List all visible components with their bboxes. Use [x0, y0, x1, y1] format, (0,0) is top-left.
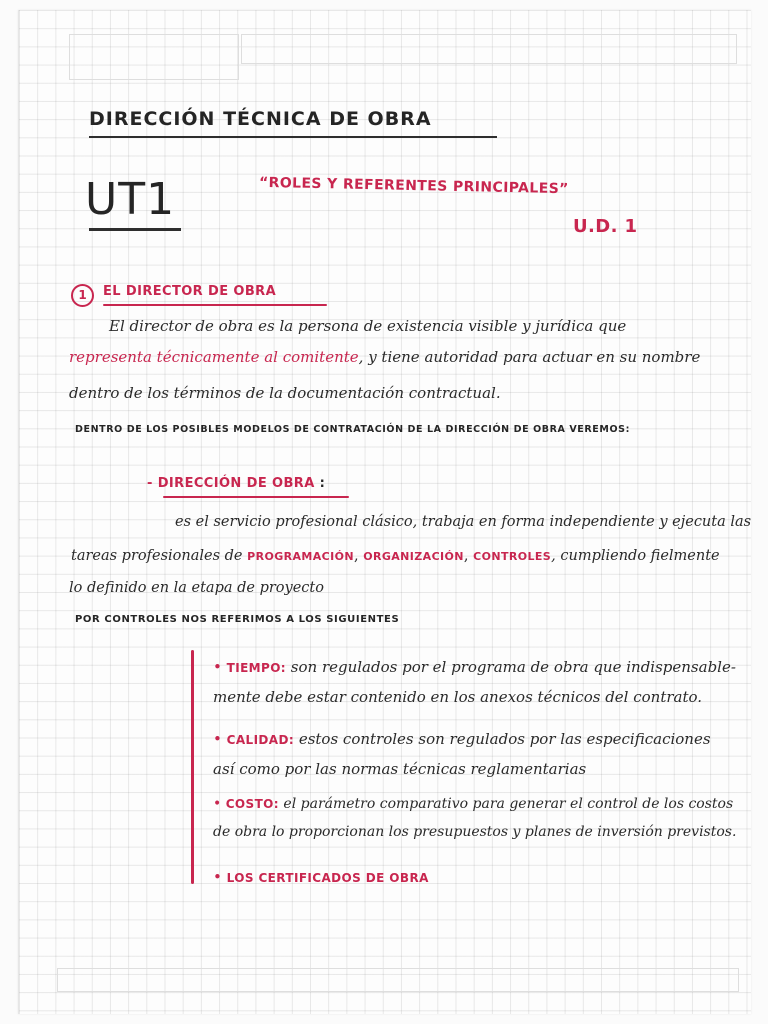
text: tareas profesionales de: [71, 548, 243, 564]
control-item-tiempo: [213, 658, 736, 706]
paragraph-1-line-3: [69, 384, 501, 402]
control-item-costo: [213, 796, 736, 840]
direccion-heading-text: DIRECCIÓN DE OBRA: [157, 476, 315, 491]
controls-margin-bar: [191, 650, 194, 884]
control-term: COSTO:: [225, 797, 279, 811]
dash: -: [147, 476, 158, 491]
direccion-heading-underline: [163, 496, 349, 498]
ud-label: U.D. 1: [573, 216, 638, 237]
bullet-dot: •: [213, 796, 226, 812]
models-intro: DENTRO DE LOS POSIBLES MODELOS DE CONTRATACIÓN DE LA DIRECCIÓN DE OBRA VEREMOS:: [75, 424, 630, 435]
paragraph-1-line-1: [109, 317, 626, 335]
section-number-badge: [71, 284, 94, 307]
unit-subtitle: “ROLES Y REFERENTES PRINCIPALES”: [258, 174, 569, 198]
direccion-line-3: lo definido en la etapa de proyecto: [69, 580, 324, 596]
unit-code: UT1: [85, 174, 176, 225]
control-line-2: así como por las normas técnicas reglamentarias: [213, 760, 587, 778]
control-line-1: [213, 796, 736, 812]
control-term: TIEMPO:: [226, 661, 287, 675]
control-item-certificados: [213, 868, 429, 886]
kw-organizacion: ORGANIZACIÓN: [363, 550, 464, 563]
kw-controles: CONTROLES: [473, 550, 552, 563]
bullet-dot: •: [213, 868, 227, 886]
course-title-underline: [89, 136, 497, 138]
bullet-dot: •: [213, 658, 227, 676]
section-heading-underline: [103, 304, 327, 306]
highlight-comitente: representa técnicamente al comitente: [69, 348, 359, 366]
control-text: el parámetro comparativo para generar el control de los costos: [283, 796, 734, 812]
text: , cumpliendo fielmente: [551, 548, 720, 564]
section-number: 1: [78, 288, 87, 302]
control-line-1: [213, 730, 711, 748]
unit-code-underline: [89, 228, 181, 231]
direccion-line-1: es el servicio profesional clásico, trabaja en forma independiente y ejecuta las: [175, 514, 752, 530]
paragraph-1-line-2: [69, 348, 700, 366]
text: dentro de los términos de la documentación contractual.: [69, 384, 501, 402]
control-line-1: [213, 868, 429, 886]
control-term: CALIDAD:: [226, 733, 295, 747]
control-text: son regulados por el programa de obra que indispensable-: [290, 658, 736, 676]
direccion-heading: [147, 476, 325, 491]
page-footer-box: [57, 968, 739, 992]
section-heading: EL DIRECTOR DE OBRA: [103, 284, 277, 299]
text: El director de obra es la persona de existencia visible y jurídica que: [109, 317, 627, 335]
control-line-2: mente debe estar contenido en los anexos técnicos del contrato.: [213, 688, 703, 706]
control-term: LOS CERTIFICADOS DE OBRA: [226, 871, 429, 885]
bullet-dot: •: [213, 730, 227, 748]
page-header-box: [69, 34, 239, 80]
control-line-2: de obra lo proporcionan los presupuestos y planes de inversión previstos.: [213, 824, 737, 840]
kw-programacion: PROGRAMACIÓN: [247, 550, 354, 563]
control-line-1: [213, 658, 736, 676]
course-title: DIRECCIÓN TÉCNICA DE OBRA: [89, 108, 432, 130]
control-text: estos controles son regulados por las especificaciones: [298, 730, 711, 748]
page-header-box: [241, 34, 737, 64]
text: , y tiene autoridad para actuar en su nombre: [358, 348, 701, 366]
control-item-calidad: [213, 730, 711, 778]
colon: :: [314, 476, 326, 491]
notebook-page: [18, 10, 751, 1014]
direccion-line-2: tareas profesionales de PROGRAMACIÓN, ORGANIZACIÓN, CONTROLES, cumpliendo fielmente: [71, 548, 720, 564]
controls-intro: POR CONTROLES NOS REFERIMOS A LOS SIGUIENTES: [75, 614, 400, 625]
